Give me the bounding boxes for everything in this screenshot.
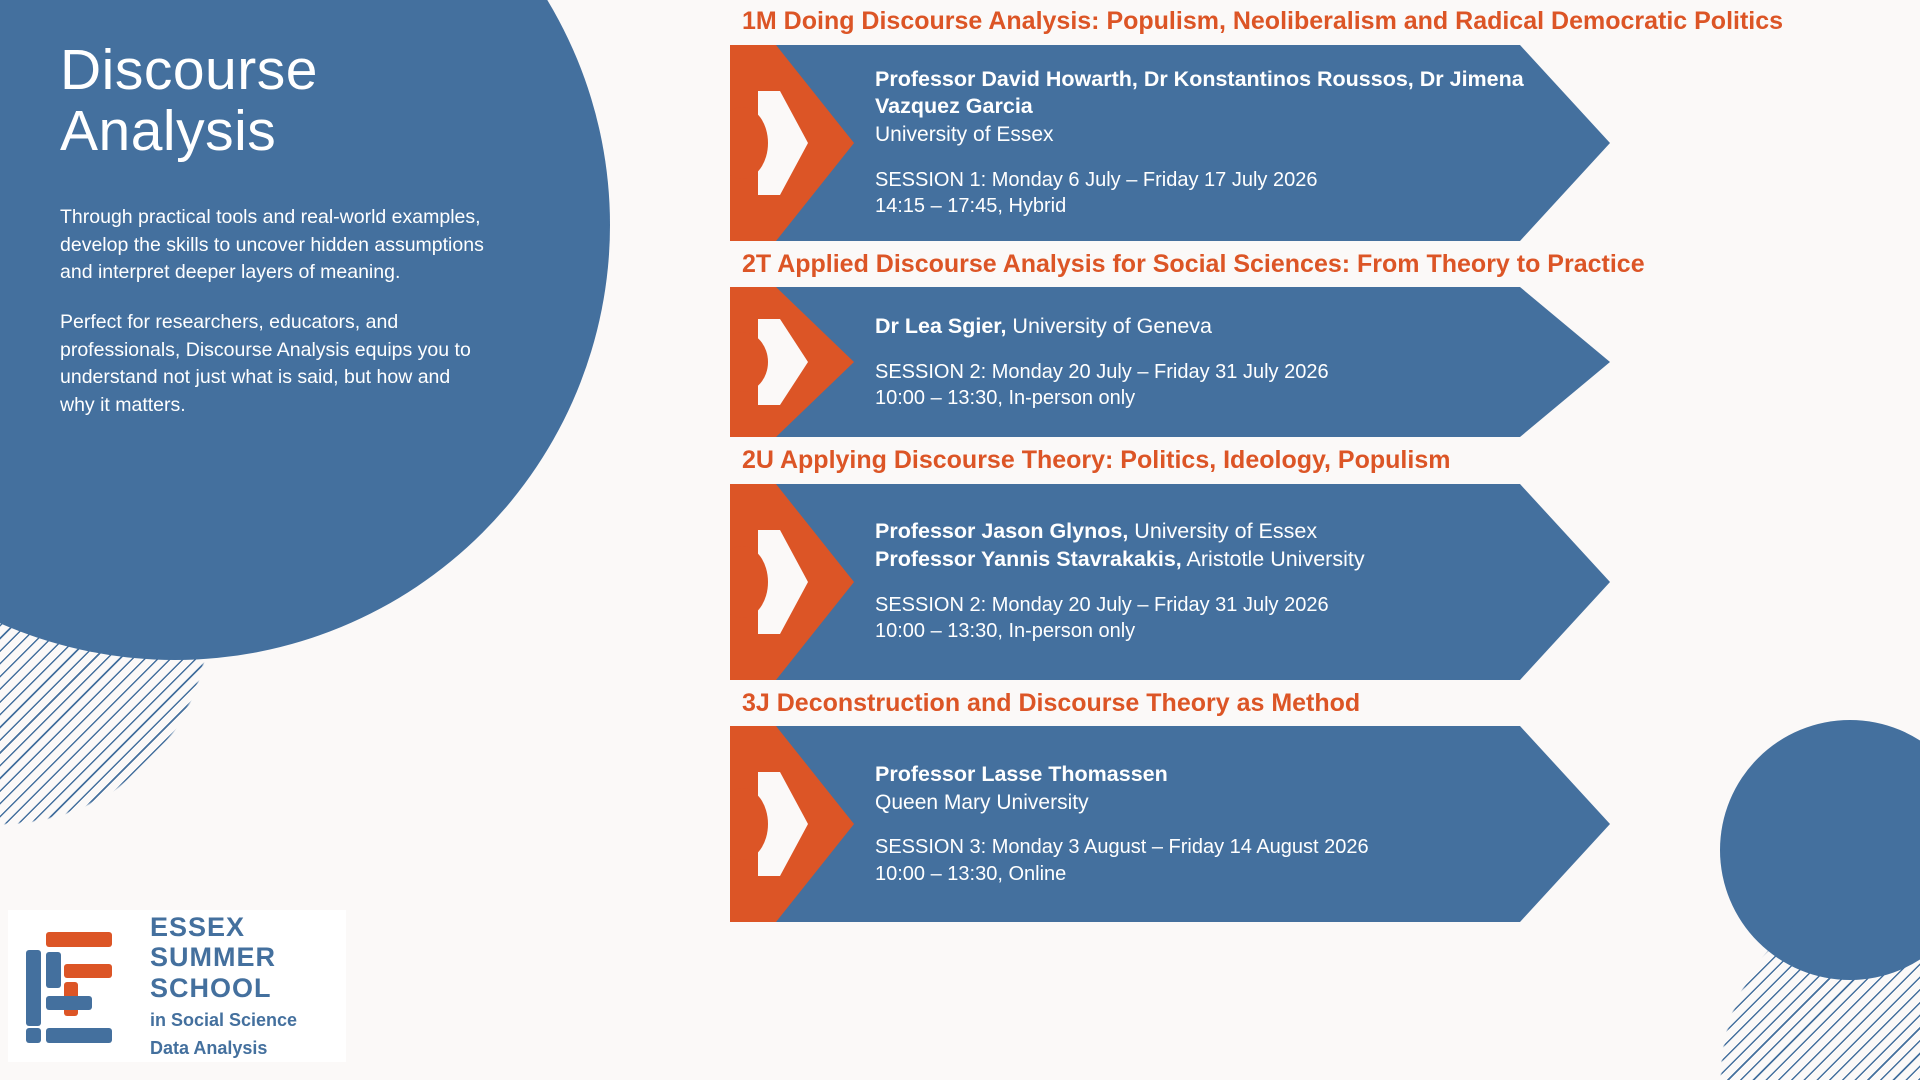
session-times: 14:15 – 17:45, Hybrid (875, 195, 1067, 218)
banner-text (875, 726, 1565, 922)
course-banner (730, 726, 1870, 922)
session-dates: SESSION 2: Monday 20 July – Friday 31 July 2026 (875, 360, 1329, 383)
course-title: 1M Doing Discourse Analysis: Populism, Neoliberalism and Radical Democratic Politics (742, 7, 1784, 35)
presenter-name-bold-2: Professor Yannis Stavrakakis, (875, 547, 1182, 572)
chevron-right-icon (730, 45, 875, 241)
session-info (875, 834, 1565, 887)
session-times: 10:00 – 13:30, In-person only (875, 620, 1136, 643)
session-dates: SESSION 1: Monday 6 July – Friday 17 July 2026 (875, 168, 1318, 191)
banner-text (875, 484, 1565, 680)
presenter-affiliation: University of Essex (875, 123, 1054, 147)
session-dates: SESSION 3: Monday 3 August – Friday 14 August 2026 (875, 836, 1369, 859)
left-panel (60, 40, 500, 442)
session-times: 10:00 – 13:30, Online (875, 862, 1067, 885)
logo-line-school: SCHOOL (150, 972, 272, 1003)
course-entry (730, 688, 1870, 923)
presenter-affiliation-inline-2: Aristotle University (1181, 547, 1365, 572)
session-info (875, 167, 1565, 220)
course-title: 3J Deconstruction and Discourse Theory as Method (742, 688, 1361, 717)
presenter-affiliation-inline: University of Geneva (1006, 313, 1212, 338)
course-banner (730, 484, 1870, 680)
presenter-name-bold: Professor Lasse Thomassen (875, 761, 1168, 786)
intro-paragraph-2: Perfect for researchers, educators, and professionals, Discourse Analysis equips you to understand not just what is said, but how and why it matters. (60, 311, 471, 417)
course-title: 2T Applied Discourse Analysis for Social Sciences: From Theory to Practice (742, 249, 1645, 278)
chevron-right-icon (730, 484, 875, 680)
course-entry (730, 445, 1870, 680)
logo-line-summer: SUMMER (150, 942, 276, 973)
logo-wordmark (150, 912, 297, 1060)
course-title: 2U Applying Discourse Theory: Politics, Ideology, Populism (742, 446, 1451, 474)
chevron-right-icon (730, 287, 875, 437)
logo (8, 910, 346, 1062)
page-title: Discourse Analysis (60, 38, 318, 163)
session-times: 10:00 – 13:30, In-person only (875, 386, 1136, 409)
presenter-affiliation-inline: University of Essex (1128, 519, 1318, 544)
presenter-name-bold: Professor David Howarth, Dr Konstantinos Roussos, Dr Jimena Vazquez Garcia (875, 66, 1524, 119)
presenter-names (875, 313, 1565, 341)
course-banner (730, 45, 1870, 241)
course-list (730, 6, 1870, 930)
presenter-names-2 (875, 546, 1565, 574)
essex-logo-mark (20, 924, 140, 1048)
intro-paragraph-1: Through practical tools and real-world examples, develop the skills to uncover hidden assumptions and interpret deeper layers of meaning. (60, 205, 484, 284)
presenter-names (875, 761, 1565, 789)
session-info (875, 359, 1565, 412)
banner-text (875, 287, 1565, 437)
presenter-name-bold: Dr Lea Sgier, (875, 313, 1007, 338)
presenter-name-bold: Professor Jason Glynos, (875, 519, 1129, 544)
presenter-names (875, 518, 1565, 546)
logo-sub-line-2: Data Analysis (150, 1038, 268, 1059)
banner-text (875, 45, 1565, 241)
course-entry (730, 6, 1870, 241)
course-banner (730, 287, 1870, 437)
decorative-hatch-left (0, 615, 400, 825)
logo-sub-line-1: in Social Science (150, 1009, 298, 1030)
presenter-names (875, 66, 1565, 122)
course-entry (730, 249, 1870, 438)
presenter-affiliation: Queen Mary University (875, 790, 1089, 814)
session-dates: SESSION 2: Monday 20 July – Friday 31 July 2026 (875, 594, 1329, 617)
session-info (875, 592, 1565, 645)
chevron-right-icon (730, 726, 875, 922)
logo-line-essex: ESSEX (150, 912, 246, 943)
